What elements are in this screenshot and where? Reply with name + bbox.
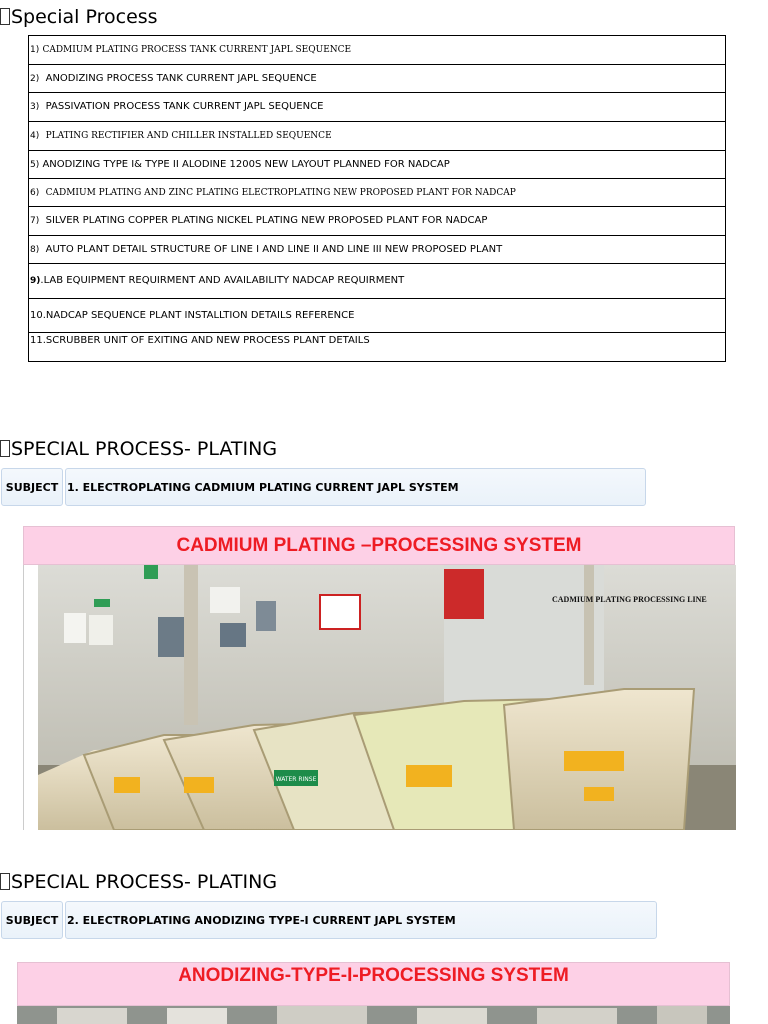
table-row (29, 36, 726, 65)
item-text: 11.SCRUBBER UNIT OF EXITING AND NEW PROCESS PLANT DETAILS (30, 335, 370, 346)
table-row (29, 299, 726, 333)
table-row (29, 207, 726, 236)
plating-tanks-illustration (24, 565, 736, 830)
anodizing-photo-strip (17, 1006, 730, 1024)
processing-system-banner: CADMIUM PLATING –PROCESSING SYSTEM (23, 526, 735, 565)
item-number: 9) (30, 276, 41, 286)
section-heading-plating-1 (0, 438, 277, 460)
item-number: 8) (30, 244, 40, 255)
item-text: SILVER PLATING COPPER PLATING NICKEL PLATING NEW PROPOSED PLANT FOR NADCAP (45, 215, 488, 226)
section-heading-text: Special Process (11, 6, 158, 28)
processing-system-banner: ANODIZING-TYPE-I-PROCESSING SYSTEM (17, 962, 730, 1006)
anodizing-line-photo (17, 1006, 730, 1024)
subject-label: SUBJECT (1, 901, 63, 939)
table-row (29, 179, 726, 207)
item-number: 3) (30, 102, 40, 112)
item-text: CADMIUM PLATING AND ZINC PLATING ELECTROPLATING NEW PROPOSED PLANT FOR NADCAP (45, 187, 516, 198)
table-row (29, 236, 726, 264)
subject-field: 1. ELECTROPLATING CADMIUM PLATING CURRENT JAPL SYSTEM (65, 468, 646, 506)
table-row (29, 93, 726, 122)
table-row (29, 65, 726, 93)
item-text: PLATING RECTIFIER AND CHILLER INSTALLED SEQUENCE (45, 131, 332, 141)
water-rinse-label: WATER RINSE (275, 776, 317, 783)
contents-table (28, 35, 726, 362)
item-number: 5) (30, 159, 40, 170)
subject-label: SUBJECT (1, 468, 63, 506)
section-heading-special-process (0, 6, 158, 28)
section-heading-text: SPECIAL PROCESS- PLATING (11, 438, 278, 460)
item-number: 7) (30, 216, 40, 226)
item-text: ANODIZING TYPE I& TYPE II ALODINE 1200S NEW LAYOUT PLANNED FOR NADCAP (42, 158, 450, 170)
cadmium-plating-line-photo (23, 565, 736, 830)
section-heading-text: SPECIAL PROCESS- PLATING (11, 871, 278, 893)
item-text: PASSIVATION PROCESS TANK CURRENT JAPL SEQUENCE (45, 101, 324, 112)
table-row (29, 264, 726, 299)
item-text: ANODIZING PROCESS TANK CURRENT JAPL SEQUENCE (45, 72, 317, 84)
missing-glyph-icon (0, 440, 10, 457)
section-heading-plating-2 (0, 871, 277, 893)
item-number: 2) (30, 73, 40, 84)
item-text: CADMIUM PLATING PROCESS TANK CURRENT JAPL SEQUENCE (42, 45, 352, 55)
photo-caption: CADMIUM PLATING PROCESSING LINE (552, 595, 707, 604)
missing-glyph-icon (0, 8, 10, 25)
missing-glyph-icon (0, 873, 10, 890)
item-number: 6) (30, 187, 40, 198)
subject-field: 2. ELECTROPLATING ANODIZING TYPE-I CURRENT JAPL SYSTEM (65, 901, 657, 939)
item-text: .LAB EQUIPMENT REQUIRMENT AND AVAILABILITY NADCAP REQUIRMENT (40, 275, 405, 286)
item-text: AUTO PLANT DETAIL STRUCTURE OF LINE I AND LINE II AND LINE III NEW PROPOSED PLANT (45, 243, 503, 255)
item-text: 10.NADCAP SEQUENCE PLANT INSTALLTION DETAILS REFERENCE (30, 309, 355, 321)
table-row (29, 151, 726, 179)
item-number: 4) (30, 131, 40, 141)
table-row (29, 122, 726, 151)
item-number: 1) (30, 45, 40, 55)
table-row (29, 333, 726, 362)
